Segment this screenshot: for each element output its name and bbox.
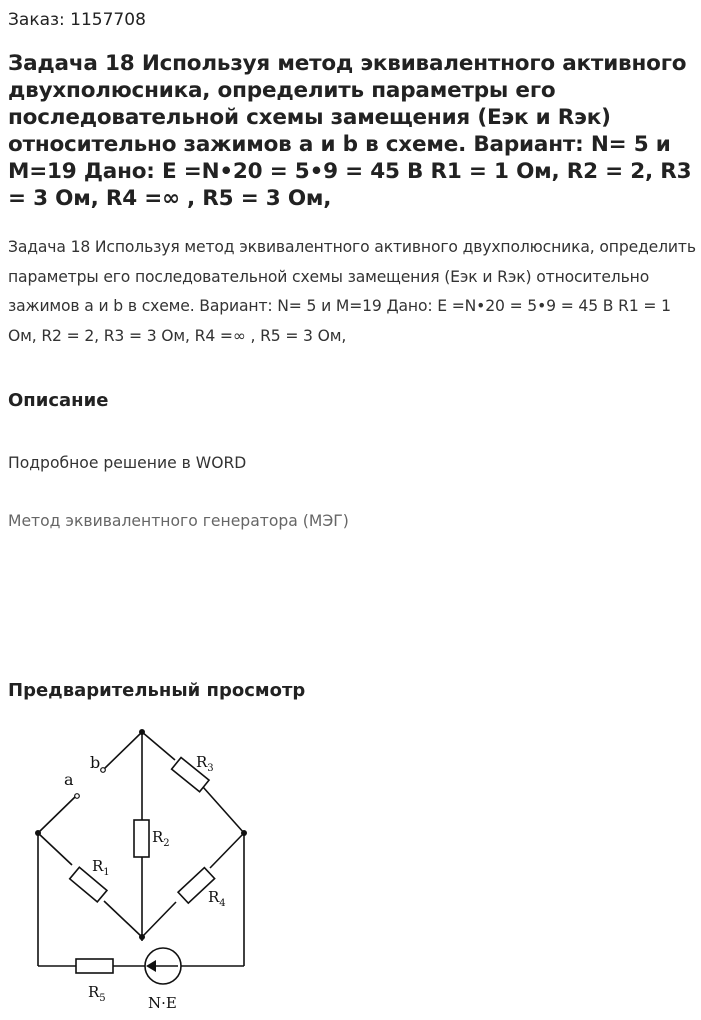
node-right xyxy=(241,830,247,836)
terminal-a xyxy=(75,794,80,799)
wire-bottom-r4 xyxy=(142,902,176,937)
label-a: a xyxy=(64,770,74,789)
description-line-word: Подробное решение в WORD xyxy=(8,454,247,472)
wire-r4-right xyxy=(210,833,244,868)
source-arrow-icon xyxy=(146,960,156,972)
preview-heading: Предварительный просмотр xyxy=(8,680,306,701)
label-r1: $R_1$ xyxy=(92,857,110,878)
terminal-b xyxy=(101,768,106,773)
wire-r1-bottom xyxy=(104,901,142,937)
node-top xyxy=(139,729,145,735)
description-heading: Описание xyxy=(8,390,109,411)
node-left xyxy=(35,830,41,836)
circuit-diagram xyxy=(0,715,300,1020)
wire-r3-right xyxy=(203,787,244,833)
resistor-r5 xyxy=(76,959,113,973)
node-bottom xyxy=(139,934,145,940)
label-b: b xyxy=(90,753,101,772)
resistor-r2 xyxy=(134,820,149,857)
label-r3: $R_3$ xyxy=(196,753,214,774)
wire-left-r1 xyxy=(38,833,72,865)
label-r2: $R_2$ xyxy=(152,828,170,849)
wire-left-to-a xyxy=(38,796,76,833)
label-r4: $R_4$ xyxy=(208,888,226,909)
order-number: Заказ: 1157708 xyxy=(8,10,146,30)
wire-top-r3 xyxy=(142,732,175,760)
description-line-method: Метод эквивалентного генератора (МЭГ) xyxy=(8,512,349,530)
label-r5: $R_5$ xyxy=(88,983,106,1004)
wire-b-to-top xyxy=(104,732,142,769)
task-text: Задача 18 Используя метод эквивалентного активного двухполюсника, определить параметры его последовательной схемы замещения (Еэк и Rэк) относительно зажимов a и b в схеме. Вариант: N= 5 и M=19 Дано: E =N•20 = 5•9 = 45 В R1 = 1 Ом, R2 = 2, R3 = 3 Ом, R4 =∞ , R5 = 3 Ом, xyxy=(8,238,696,345)
task-title: Задача 18 Используя метод эквивалентного активного двухполюсника, определить параметры его последовательной схемы замещения (Еэк и Rэк) относительно зажимов a и b в схеме. Вариант: N= 5 и M=19 Дано: E =N•20 = 5•9 = 45 В R1 = 1 Ом, R2 = 2, R3 = 3 Ом, R4 =∞ , R5 = 3 Ом, xyxy=(8,51,692,211)
label-source: N·E xyxy=(148,994,177,1012)
